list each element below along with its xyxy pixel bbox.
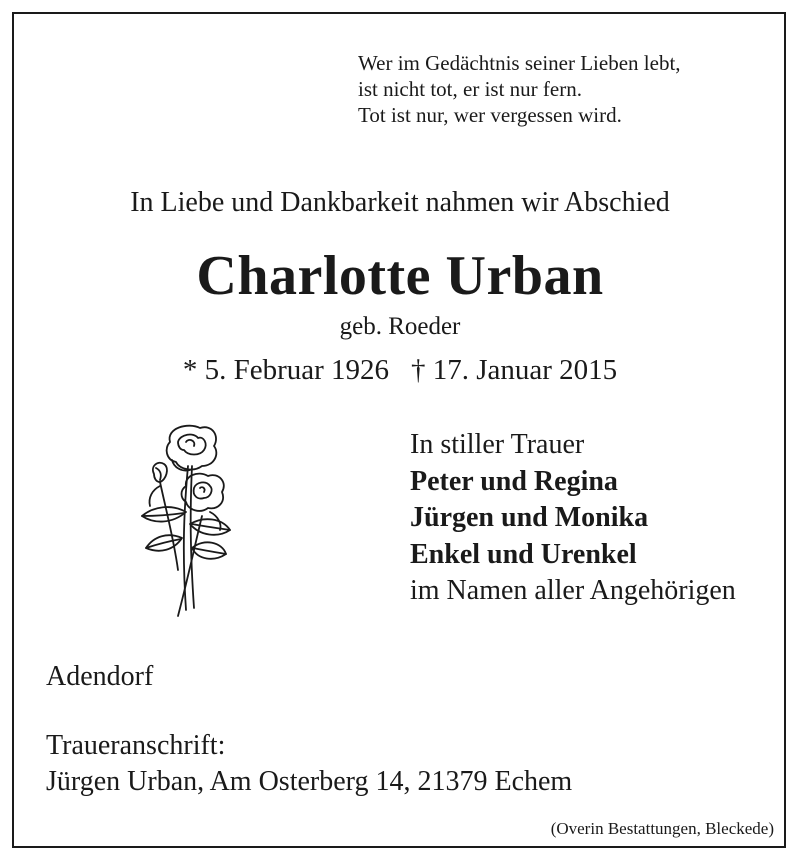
poem-line: Wer im Gedächtnis seiner Lieben lebt, [358, 51, 681, 75]
death-date: † 17. Januar 2015 [411, 354, 618, 386]
mourners-block [410, 427, 736, 610]
memorial-poem [358, 50, 681, 128]
poem-line: ist nicht tot, er ist nur fern. [358, 77, 582, 101]
birth-date: * 5. Februar 1926 [182, 354, 389, 386]
mourner-name: Peter und Regina [410, 465, 618, 497]
address-label: Traueranschrift: [46, 730, 226, 761]
funeral-home-credit: (Overin Bestattungen, Bleckede) [550, 819, 774, 838]
mourners-closing: im Namen aller Angehörigen [410, 575, 736, 606]
deceased-name: Charlotte Urban [196, 245, 604, 307]
mourner-name: Enkel und Urenkel [410, 538, 637, 570]
intro-line: In Liebe und Dankbarkeit nahmen wir Abschied [130, 187, 670, 218]
poem-line: Tot ist nur, wer vergessen wird. [358, 103, 622, 127]
mourning-address [46, 728, 572, 800]
mourner-name: Jürgen und Monika [410, 502, 649, 533]
mourning-heading: In stiller Trauer [410, 429, 585, 460]
address-value: Jürgen Urban, Am Osterberg 14, 21379 Echem [46, 766, 573, 797]
rose-illustration [126, 420, 238, 620]
place-name: Adendorf [46, 661, 154, 692]
maiden-name: geb. Roeder [339, 313, 461, 340]
life-dates [0, 352, 800, 388]
